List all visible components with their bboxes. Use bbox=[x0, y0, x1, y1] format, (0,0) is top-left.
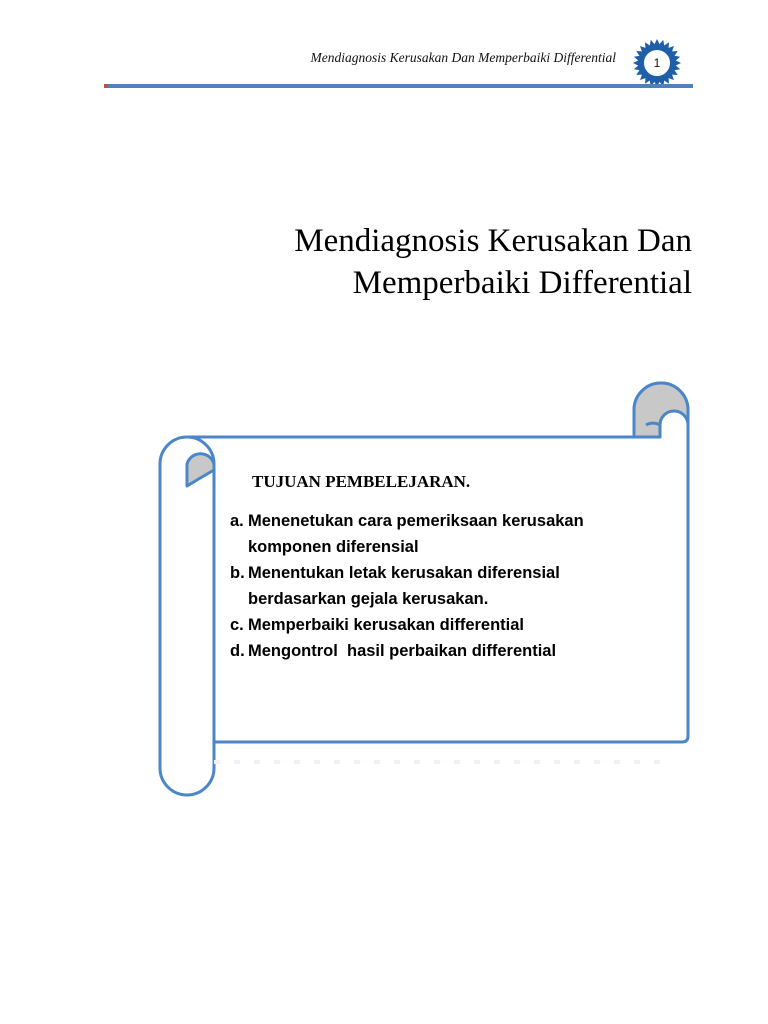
objective-text: Mengontrol hasil perbaikan differential bbox=[248, 642, 557, 660]
objective-letter: d. bbox=[230, 642, 245, 660]
document-title-line-1: Mendiagnosis Kerusakan Dan bbox=[294, 223, 692, 259]
objective-item bbox=[230, 638, 670, 664]
objective-text: Menenetukan cara pemeriksaan kerusakan komponen diferensial bbox=[248, 512, 584, 556]
learning-objectives bbox=[230, 472, 670, 664]
running-header-title: Mendiagnosis Kerusakan Dan Memperbaiki Differential bbox=[310, 50, 616, 65]
objective-item bbox=[230, 508, 670, 560]
objective-text: Menentukan letak kerusakan diferensial berdasarkan gejala kerusakan. bbox=[248, 564, 560, 608]
objective-text: Memperbaiki kerusakan differential bbox=[248, 616, 525, 634]
scroll-left-roll bbox=[160, 437, 214, 795]
document-title-line-2: Memperbaiki Differential bbox=[352, 265, 692, 301]
objective-letter: c. bbox=[230, 616, 244, 634]
page-number: 1 bbox=[653, 56, 661, 70]
objectives-heading: TUJUAN PEMBELEJARAN. bbox=[252, 472, 471, 491]
objective-item bbox=[230, 612, 670, 638]
objectives-list bbox=[230, 508, 670, 664]
objective-item bbox=[230, 560, 670, 612]
objective-letter: b. bbox=[230, 564, 245, 582]
objective-letter: a. bbox=[230, 512, 244, 530]
